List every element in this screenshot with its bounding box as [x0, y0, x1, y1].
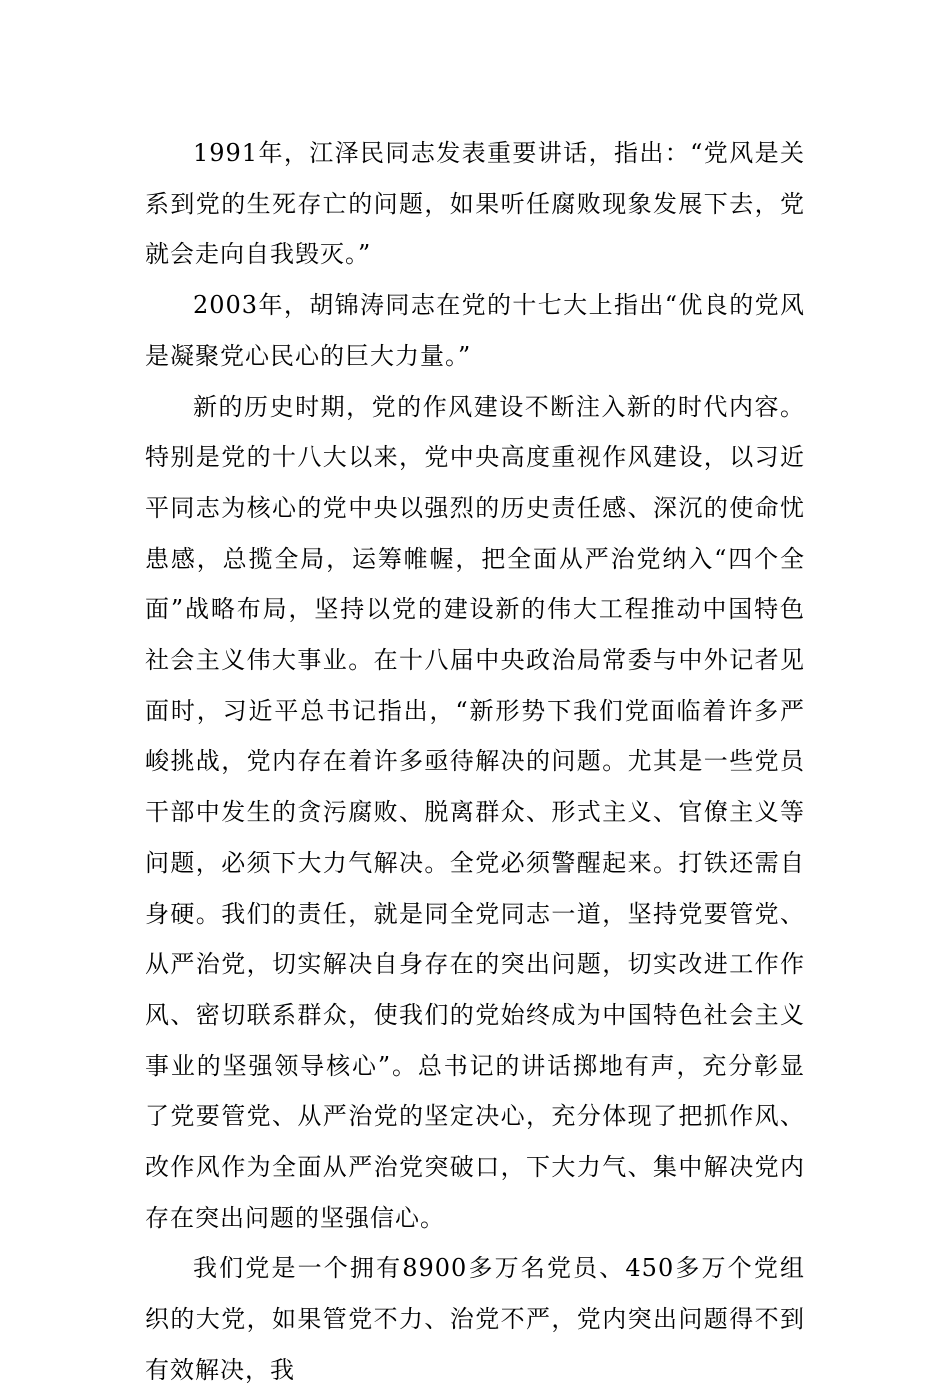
paragraph-3: 新的历史时期，党的作风建设不断注入新的时代内容。特别是党的十八大以来，党中央高度重视作风建设，以习近平同志为核心的党中央以强烈的历史责任感、深沉的使命忧患感，总揽全局，运筹帷幄，把全面从严治党纳入“四个全面”战略布局，坚持以党的建设新的伟大工程推动中国特色社会主义伟大事业。在十八届中央政治局常委与中外记者见面时，习近平总书记指出，“新形势下我们党面临着许多严峻挑战，党内存在着许多亟待解决的问题。尤其是一些党员干部中发生的贪污腐败、脱离群众、形式主义、官僚主义等问题，必须下大力气解决。全党必须警醒起来。打铁还需自身硬。我们的责任，就是同全党同志一道，坚持党要管党、从严治党，切实解决自身存在的突出问题，切实改进工作作风、密切联系群众，使我们的党始终成为中国特色社会主义事业的坚强领导核心”。总书记的讲话掷地有声，充分彰显了党要管党、从严治党的坚定决心，充分体现了把抓作风、改作风作为全面从严治党突破口，下大力气、集中解决党内存在突出问题的坚强信心。	[145, 392, 805, 1232]
body-text	[145, 128, 805, 1396]
paragraph-4: 我们党是一个拥有8900多万名党员、450多万个党组织的大党，如果管党不力、治党不严，党内突出问题得不到有效解决，我	[145, 1254, 805, 1384]
paragraph-2: 2003年，胡锦涛同志在党的十七大上指出“优良的党风是凝聚党心民心的巨大力量。”	[145, 291, 805, 370]
paragraph-1: 1991年，江泽民同志发表重要讲话，指出：“党风是关系到党的生死存亡的问题，如果听任腐败现象发展下去，党就会走向自我毁灭。”	[145, 139, 805, 269]
